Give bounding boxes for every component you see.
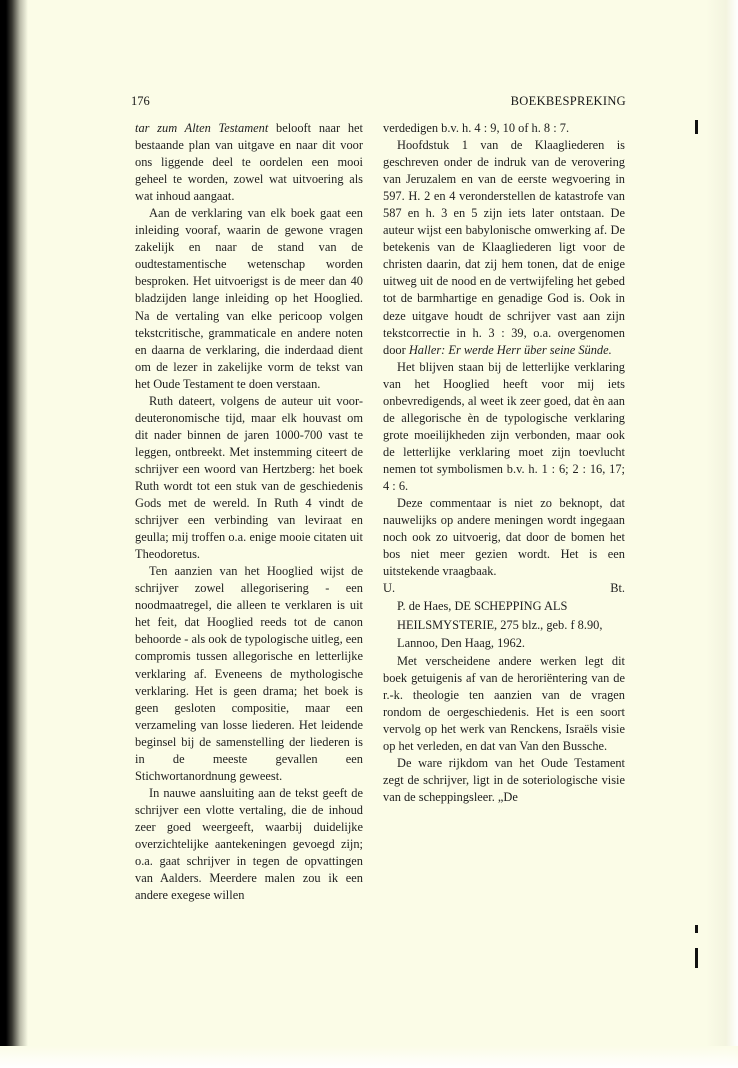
paragraph-text: Hoofdstuk 1 van de Klaagliederen is geschreven onder de indruk van de verovering van Jeruzalem en van de eerste wegvoering in 597. H. 2 en 4 veronderstellen de katastrofe van 587 en h. 3 en 5 zijn iets later ontstaan. De auteur wijst een babylonische omwerking af. De betekenis van de Klaagliederen ligt voor de christen daarin, dat zij hem tonen, dat de enige uitweg uit de nood en de vertwijfeling het gebed tot de barmhartige en genadige God is. Ook in deze uitgave houdt de schrijver vast aan zijn tekstcorrectie in h. 3 : 39, o.a. overgenomen door — [383, 138, 625, 357]
paragraph: Aan de verklaring van elk boek gaat een inleiding vooraf, waarin de gewone vragen zakelijk en naar de stand van de oudtestamentische wetenschap worden besproken. Het uitvoerigst is de meer dan 40 bladzijden lange inleiding op het Hooglied. Na de vertaling van elke pericoop volgen tekstcritische, grammaticale en andere noten en daarna de verklaring, die inderdaad dient om de lezer in zakelijke vorm de tekst van het Oude Testament te doen verstaan. — [135, 206, 363, 391]
book-reference: P. de Haes, DE SCHEPPING ALS HEILSMYSTERIE, 275 blz., geb. f 8.90, Lannoo, Den Haag, 1962. — [397, 599, 603, 651]
paragraph: De ware rijkdom van het Oude Testament zegt de schrijver, ligt in de soteriologische visie van de scheppingsleer. „De — [383, 756, 625, 805]
scan-bottom-edge — [0, 1046, 738, 1068]
paragraph — [383, 137, 625, 359]
review-signature — [383, 580, 625, 597]
paragraph: In nauwe aansluiting aan de tekst geeft de schrijver een vlotte vertaling, die de inhoud zeer goed weergeeft, waarbij duidelijke overzichtelijke aantekeningen gevoegd zijn; o.a. gaat schrijver in tegen de opvattingen van Aalders. Meerdere malen zou ik een andere exegese willen — [135, 785, 363, 903]
scan-edge-mark — [695, 120, 698, 134]
paragraph: Deze commentaar is niet zo beknopt, dat nauwelijks op andere meningen wordt ingegaan noch ook zo uitvoerig, dat door de bomen het bos niet meer gezien wordt. Het is een uitstekende vraagbaak. — [383, 496, 625, 579]
paragraph-continuation: verdedigen b.v. h. 4 : 9, 10 of h. 8 : 7. — [383, 121, 570, 135]
paragraph: Ruth dateert, volgens de auteur uit voor-deuteronomische tijd, maar elk houvast om dit nader binnen de jaren 1000-700 vast te leggen, ontbreekt. Met instemming citeert de schrijver een woord van Hertzberg: het boek Ruth wordt tot een stuk van de geschiedenis Gods met de wereld. In Ruth 4 vindt de schrijver een verbinding van leviraat en geulla; mij troffen o.a. enige mooie citaten uit Theodoretus. — [135, 393, 363, 562]
signature-initial-right: Bt. — [610, 581, 625, 596]
scan-right-edge — [706, 0, 738, 1068]
running-head: BOEKBESPREKING — [510, 94, 626, 108]
right-column — [383, 120, 625, 806]
paragraph-text: belooft naar het bestaande plan van uitgave en naar dit voor ons liggende deel te oordelen een mooi geheel te worden, zowel wat uitvoering als wat inhoud aangaat. — [135, 121, 363, 204]
emphasis-text: tar zum Alten Testament — [135, 121, 269, 135]
paragraph: Het blijven staan bij de letterlijke verklaring van het Hooglied heeft voor mij iets onbevredigends, al weet ik zeer goed, dat èn aan de allegorische èn de typologische verklaring grote moeilijkheden zijn verbonden, maar ook de letterlijke verklaring moet zijn toevlucht nemen tot symbolismen b.v. h. 1 : 6; 2 : 16, 17; 4 : 6. — [383, 359, 625, 493]
page-header — [131, 94, 626, 110]
emphasis-text: Haller: Er werde Herr über seine Sünde. — [408, 342, 612, 357]
paragraph: Ten aanzien van het Hooglied wijst de schrijver zowel allegorisering - een noodmaatregel, die alleen te verklaren is uit het feit, dat Hooglied reeds tot de canon behoorde - als ook de typologische uitleg, een compromis tussen allegorische en letterlijke verklaring af. Eveneens de mythologische verklaring. Het is geen drama; het boek is geen gesloten compositie, maar een verzameling van losse liederen. Het leidende beginsel bij de samenstelling der liederen is in de meeste gevallen een Stichwortanordnung geweest. — [135, 564, 363, 783]
signature-initial-left: U. — [383, 581, 396, 596]
left-column — [135, 120, 363, 904]
paragraph: Met verscheidene andere werken legt dit boek getuigenis af van de heroriëntering van de r.-k. theologie ten aanzien van de vragen rondom de oergeschiedenis. Het is een soort vervolg op het werk van Renckens, Israëls visie op het verleden, en dat van Van den Bussche. — [383, 653, 625, 754]
paragraph — [135, 120, 363, 205]
scan-edge-mark — [695, 925, 698, 933]
scan-binding-shadow — [0, 0, 28, 1068]
page-number: 176 — [131, 94, 150, 108]
scan-edge-mark — [695, 948, 698, 968]
